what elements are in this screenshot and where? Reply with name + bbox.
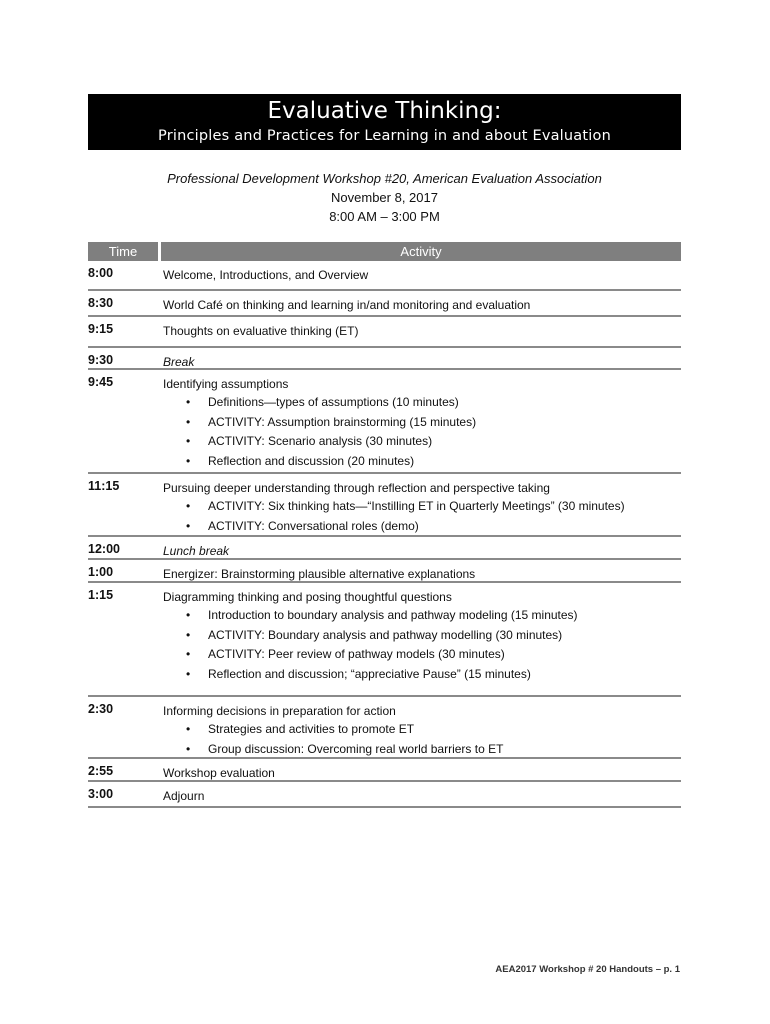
table-row (88, 348, 681, 370)
title-banner (88, 94, 681, 150)
table-row (88, 261, 681, 291)
table-row (88, 697, 681, 759)
list-item: • ACTIVITY: Conversational roles (demo) (163, 517, 681, 537)
list-item: • Reflection and discussion (20 minutes) (163, 452, 681, 472)
list-item: • Reflection and discussion; “appreciative Pause” (15 minutes) (163, 665, 681, 685)
list-item: • Definitions—types of assumptions (10 minutes) (163, 393, 681, 413)
table-body (88, 261, 681, 808)
activity-cell (163, 560, 681, 581)
list-item: • Strategies and activities to promote ET (163, 720, 681, 740)
time-cell: 3:00 (88, 787, 114, 801)
activity-label: Diagramming thinking and posing thoughtful questions (163, 590, 452, 604)
table-row (88, 759, 681, 782)
table-row (88, 291, 681, 317)
time-cell: 1:15 (88, 588, 114, 602)
event-name: Professional Development Workshop #20, American Evaluation Association (167, 171, 602, 186)
activity-label: Break (163, 355, 195, 369)
table-header (88, 242, 681, 261)
activity-label: Thoughts on evaluative thinking (ET) (163, 324, 359, 338)
event-time: 8:00 AM – 3:00 PM (329, 209, 440, 224)
activity-cell (163, 537, 681, 558)
time-cell: 2:30 (88, 702, 114, 716)
activity-subitems (163, 720, 681, 759)
activity-cell (163, 782, 681, 806)
table-row (88, 474, 681, 537)
column-header-time: Time (88, 242, 158, 261)
activity-label: Pursuing deeper understanding through reflection and perspective taking (163, 481, 550, 495)
list-item: • Introduction to boundary analysis and pathway modeling (15 minutes) (163, 606, 681, 626)
activity-label: Welcome, Introductions, and Overview (163, 268, 369, 282)
activity-subitems (163, 497, 681, 536)
time-cell: 12:00 (88, 542, 120, 556)
table-row (88, 537, 681, 560)
page-footer: AEA2017 Workshop # 20 Handouts – p. 1 (495, 964, 680, 975)
time-cell: 2:55 (88, 764, 114, 778)
activity-cell (163, 261, 681, 289)
time-cell: 9:15 (88, 322, 114, 336)
activity-cell (163, 697, 681, 757)
list-item: • ACTIVITY: Six thinking hats—“Instilling ET in Quarterly Meetings” (30 minutes) (163, 497, 681, 517)
activity-label: World Café on thinking and learning in/and monitoring and evaluation (163, 298, 531, 312)
list-item: • ACTIVITY: Boundary analysis and pathway modelling (30 minutes) (163, 626, 681, 646)
table-row (88, 317, 681, 348)
table-row (88, 560, 681, 583)
document-title: Evaluative Thinking: (267, 98, 502, 124)
time-cell: 8:00 (88, 266, 114, 280)
activity-label: Workshop evaluation (163, 766, 275, 780)
activity-label: Adjourn (163, 789, 205, 803)
time-cell: 9:30 (88, 353, 114, 367)
activity-cell (163, 317, 681, 346)
table-row (88, 782, 681, 808)
schedule-table (88, 242, 681, 808)
time-cell: 1:00 (88, 565, 114, 579)
document-subtitle: Principles and Practices for Learning in and about Evaluation (158, 128, 611, 144)
activity-cell (163, 759, 681, 780)
event-info (88, 169, 681, 226)
activity-cell (163, 348, 681, 368)
activity-label: Identifying assumptions (163, 377, 289, 391)
table-row (88, 370, 681, 474)
activity-label: Lunch break (163, 544, 230, 558)
time-cell: 8:30 (88, 296, 114, 310)
event-date: November 8, 2017 (331, 190, 438, 205)
list-item: • Group discussion: Overcoming real world barriers to ET (163, 740, 681, 760)
list-item: • ACTIVITY: Peer review of pathway models (30 minutes) (163, 645, 681, 665)
activity-subitems (163, 606, 681, 684)
time-cell: 11:15 (88, 479, 120, 493)
activity-cell (163, 291, 681, 315)
activity-subitems (163, 393, 681, 471)
list-item: • ACTIVITY: Scenario analysis (30 minutes) (163, 432, 681, 452)
activity-cell (163, 370, 681, 472)
activity-label: Informing decisions in preparation for action (163, 704, 396, 718)
activity-cell (163, 474, 681, 535)
activity-label: Energizer: Brainstorming plausible alternative explanations (163, 567, 476, 581)
activity-cell (163, 583, 681, 695)
column-header-activity: Activity (161, 242, 681, 261)
list-item: • ACTIVITY: Assumption brainstorming (15 minutes) (163, 413, 681, 433)
time-cell: 9:45 (88, 375, 114, 389)
table-row (88, 583, 681, 697)
